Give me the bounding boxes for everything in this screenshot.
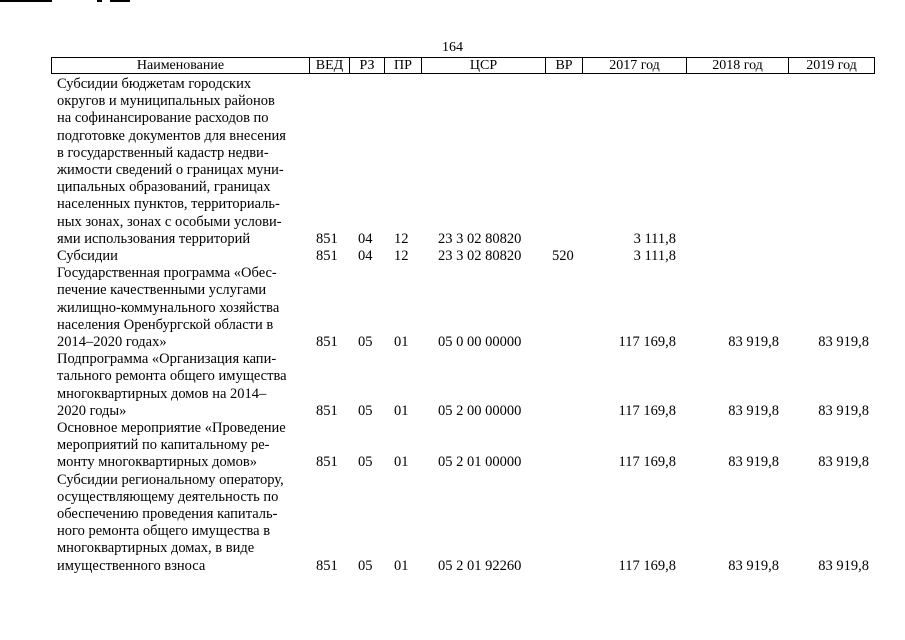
row-name-line: подготовке документов для внесения <box>57 127 286 144</box>
row-name <box>57 76 305 248</box>
cell-pr: 01 <box>394 402 409 419</box>
cell-y2017: 3 111,8 <box>633 248 676 264</box>
cell-y2017: 117 169,8 <box>618 454 676 471</box>
table-row <box>0 76 905 248</box>
cell-y2017: 117 169,8 <box>618 557 676 574</box>
row-name-line: тального ремонта общего имущества <box>57 368 287 385</box>
cell-ved: 851 <box>316 557 338 574</box>
row-name-line: обеспечению проведения капиталь- <box>57 506 278 522</box>
cell-vr: 520 <box>552 248 574 264</box>
row-name-line: Основное мероприятие «Проведение <box>57 420 286 436</box>
row-name-line: 2014–2020 годах» <box>57 334 167 350</box>
table-row <box>0 248 905 265</box>
header-2017: 2017 год <box>583 58 687 73</box>
row-name-line: 2020 годы» <box>57 402 127 419</box>
cell-y2018: 83 919,8 <box>728 557 779 574</box>
table-header <box>51 57 875 74</box>
cell-ved: 851 <box>316 230 338 247</box>
table-row <box>0 420 905 472</box>
cell-ved: 851 <box>316 402 338 419</box>
header-csr: ЦСР <box>422 58 546 73</box>
cell-y2018: 83 919,8 <box>728 333 779 350</box>
cell-pr: 12 <box>394 230 409 247</box>
page-number: 164 <box>442 40 463 55</box>
row-name-line: Подпрограмма «Организация капи- <box>57 351 277 368</box>
cell-csr: 05 2 01 00000 <box>438 454 522 471</box>
row-name-line: Государственная программа «Обес- <box>57 265 277 282</box>
header-pr: ПР <box>385 58 422 73</box>
cell-pr: 12 <box>394 248 409 264</box>
scan-mark <box>110 0 130 2</box>
cell-rz: 05 <box>358 557 373 574</box>
row-name-line: в государственный кадастр недви- <box>57 144 269 161</box>
table-row <box>0 351 905 420</box>
row-name-line: Субсидии региональному оператору, <box>57 471 284 488</box>
cell-y2019: 83 919,8 <box>818 454 869 471</box>
cell-ved: 851 <box>316 248 338 264</box>
row-name-line: жимости сведений о границах муни- <box>57 162 284 179</box>
row-name <box>57 472 305 575</box>
row-name-line: населенных пунктов, территориаль- <box>57 196 280 213</box>
header-2018: 2018 год <box>687 58 789 73</box>
row-name-line: многоквартирных домах, в виде <box>57 540 255 557</box>
row-name-line: жилищно-коммунального хозяйства <box>57 299 280 316</box>
cell-rz: 04 <box>358 230 373 247</box>
header-name: Наименование <box>52 58 310 73</box>
scan-mark <box>97 0 102 2</box>
row-name-line: Субсидии <box>57 248 118 264</box>
cell-y2018: 83 919,8 <box>728 454 779 471</box>
row-name-line: на софинансирование расходов по <box>57 110 269 127</box>
row-name <box>57 420 305 472</box>
cell-y2019: 83 919,8 <box>818 402 869 419</box>
row-name-line: имущественного взноса <box>57 557 206 574</box>
header-rz: РЗ <box>350 58 385 73</box>
row-name-line: многоквартирных домов на 2014– <box>57 385 267 402</box>
row-name-line: ями использования территорий <box>57 230 251 247</box>
header-2019: 2019 год <box>806 58 857 73</box>
cell-rz: 05 <box>358 454 373 471</box>
cell-y2017: 117 169,8 <box>618 402 676 419</box>
cell-csr: 05 0 00 00000 <box>438 333 522 350</box>
cell-csr: 23 3 02 80820 <box>438 230 522 247</box>
cell-y2019: 83 919,8 <box>818 333 869 350</box>
row-name-line: населения Оренбургской области в <box>57 316 274 333</box>
cell-csr: 23 3 02 80820 <box>438 248 522 264</box>
row-name-line: осуществляющему деятельность по <box>57 488 279 505</box>
header-ved: ВЕД <box>310 58 350 73</box>
row-name-line: ного ремонта общего имущества в <box>57 523 271 540</box>
cell-y2019: 83 919,8 <box>818 557 869 574</box>
table-row <box>0 265 905 351</box>
cell-rz: 05 <box>358 333 373 350</box>
header-vr: ВР <box>546 58 583 73</box>
cell-pr: 01 <box>394 557 409 574</box>
row-name-line: ных зонах, зонах с особыми услови- <box>57 213 282 230</box>
cell-ved: 851 <box>316 333 338 350</box>
row-name-line: мероприятий по капитальному ре- <box>57 437 270 454</box>
row-name-line: Субсидии бюджетам городских <box>57 76 252 92</box>
row-name-line: округов и муниципальных районов <box>57 93 275 110</box>
cell-rz: 04 <box>358 248 373 264</box>
cell-y2017: 117 169,8 <box>618 333 676 350</box>
scan-mark <box>0 0 52 2</box>
cell-csr: 05 2 01 92260 <box>438 557 522 574</box>
row-name <box>57 351 305 420</box>
cell-y2018: 83 919,8 <box>728 402 779 419</box>
row-name-line: монту многоквартирных домов» <box>57 454 258 471</box>
cell-ved: 851 <box>316 454 338 471</box>
cell-csr: 05 2 00 00000 <box>438 402 522 419</box>
cell-pr: 01 <box>394 454 409 471</box>
cell-y2017: 3 111,8 <box>633 230 676 247</box>
row-name-line: ципальных образований, границах <box>57 179 271 196</box>
cell-pr: 01 <box>394 333 409 350</box>
row-name <box>57 248 305 265</box>
cell-rz: 05 <box>358 402 373 419</box>
row-name <box>57 265 305 351</box>
row-name-line: печение качественными услугами <box>57 282 267 299</box>
table-row <box>0 472 905 575</box>
